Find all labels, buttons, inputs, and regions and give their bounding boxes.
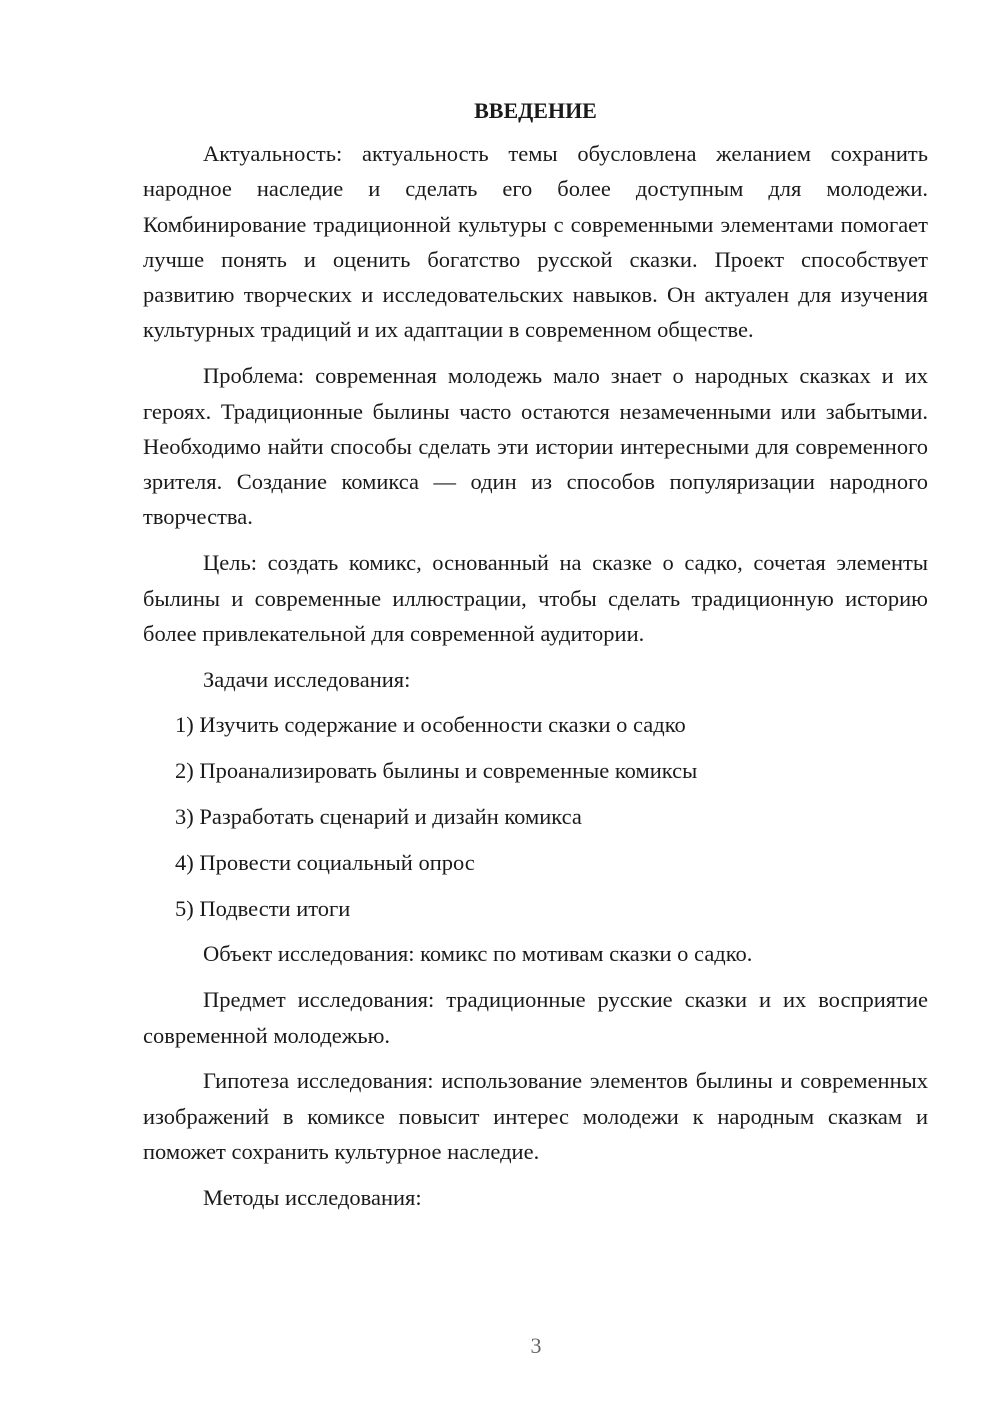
page-title: ВВЕДЕНИЕ [474,98,597,123]
list-item: 5) Подвести итоги [175,895,351,921]
subject-paragraph: Предмет исследования: традиционные русские сказки и их восприятие современной молодежью. [143,987,928,1048]
methods-heading: Методы исследования: [203,1184,422,1210]
list-item: 2) Проанализировать былины и современные комиксы [175,758,698,784]
page-number: 3 [530,1333,542,1358]
hypothesis-paragraph: Гипотеза исследования: использование элементов былины и современных изображений в комиксе повысит интерес молодежи к народным сказкам и поможет сохранить культурное наследие. [143,1068,928,1164]
document-page [143,96,928,1226]
relevance-paragraph: Актуальность: актуальность темы обусловлена желанием сохранить народное наследие и сделать его более доступным для молодежи. Комбинирование традиционной культуры с современными элементами помогает лучше понять и оценить богатство русской сказки. Проект способствует развитию творческих и исследовательских навыков. Он актуален для изучения культурных традиций и их адаптации в современном обществе. [143,141,928,343]
tasks-heading: Задачи исследования: [203,666,411,692]
list-item: 4) Провести социальный опрос [175,849,475,875]
list-item: 3) Разработать сценарий и дизайн комикса [175,804,582,830]
object-paragraph: Объект исследования: комикс по мотивам сказки о садко. [203,941,753,967]
goal-paragraph: Цель: создать комикс, основанный на сказке о садко, сочетая элементы былины и современные иллюстрации, чтобы сделать традиционную историю более привлекательной для современной аудитории. [143,550,928,646]
problem-paragraph: Проблема: современная молодежь мало знает о народных сказках и их героях. Традиционные былины часто остаются незамеченными или забытыми. Необходимо найти способы сделать эти истории интересными для современного зрителя. Создание комикса — один из способов популяризации народного творчества. [143,363,928,530]
tasks-list [143,707,928,925]
list-item: 1) Изучить содержание и особенности сказки о садко [175,712,686,738]
